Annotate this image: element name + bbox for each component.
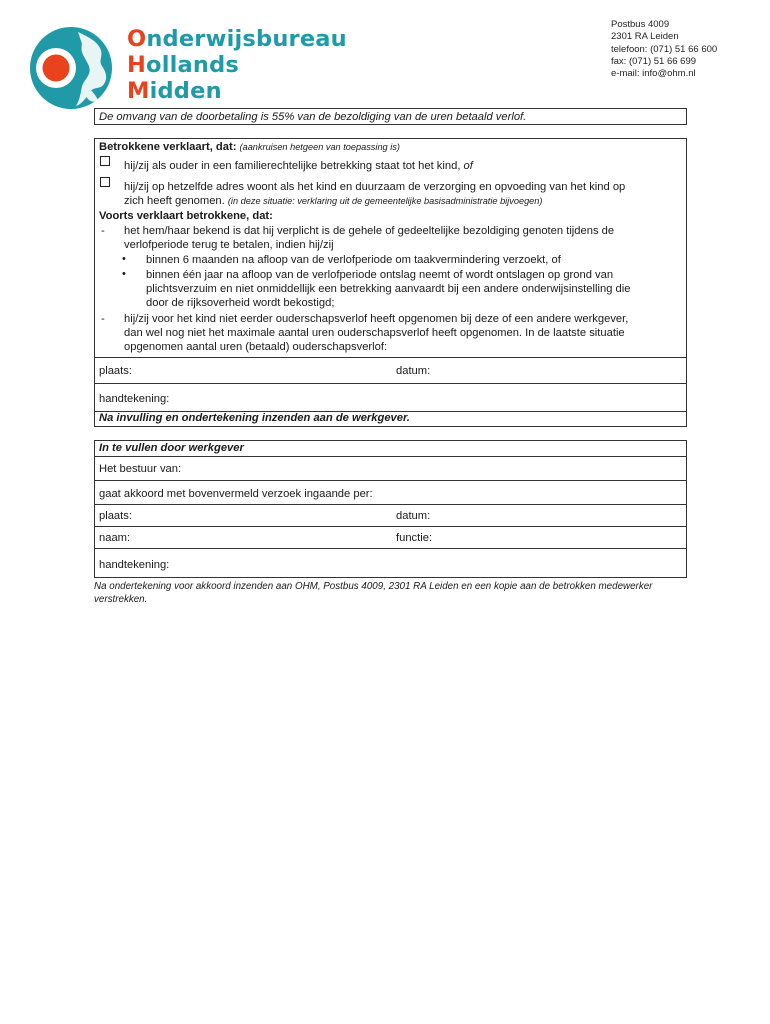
contact-fax: fax: (071) 51 66 699: [611, 55, 697, 67]
employer-date-label: datum:: [396, 510, 431, 522]
dash-marker-2: -: [101, 313, 105, 325]
bullet-icon: •: [122, 268, 126, 280]
option-parent-text: hij/zij als ouder in een familierechtelijke betrekking staat tot het kind, of: [124, 160, 473, 172]
employer-place-date-row[interactable]: [95, 505, 686, 527]
submit-note-row: [95, 412, 686, 426]
employer-signature-row[interactable]: [95, 549, 686, 577]
board-row[interactable]: [95, 457, 686, 481]
declaration-box: [94, 138, 687, 427]
agree-label: gaat akkoord met bovenvermeld verzoek ingaande per:: [99, 488, 373, 500]
declaration-heading: Betrokkene verklaart, dat: (aankruisen hetgeen van toepassing is): [99, 141, 400, 153]
signature-row[interactable]: [95, 384, 686, 412]
contact-phone: telefoon: (071) 51 66 600: [611, 43, 718, 55]
name-label: naam:: [99, 532, 131, 544]
contact-postbus: Postbus 4009: [611, 19, 670, 30]
employer-section-box: [94, 440, 687, 578]
globe-logo-icon: [26, 26, 116, 110]
employer-heading-row: [95, 441, 686, 457]
option-caregiver-checkbox[interactable]: [100, 177, 110, 187]
place-date-row[interactable]: [95, 358, 686, 384]
org-name-line-3: Midden: [127, 78, 222, 104]
option-caregiver-line-1: hij/zij op hetzelfde adres woont als het kind en duurzaam de verzorging en opvoeding van het kind op: [124, 181, 626, 193]
declaration-section: [95, 139, 686, 358]
condition-bullet-2-line-1: binnen één jaar na afloop van de verlofperiode ontslag neemt of wordt ontslagen op grond van: [146, 269, 614, 281]
dash-marker-1: -: [101, 225, 105, 237]
previous-leave-line-1: hij/zij voor het kind niet eerder ouderschapsverlof heeft opgenomen bij deze of een andere werkgever,: [124, 313, 629, 325]
organisation-name: [127, 26, 347, 104]
condition-bullet-2-line-3: door de rijksoverheid wordt bekostigd;: [146, 297, 335, 309]
date-label: datum:: [396, 365, 431, 377]
repayment-text-line-2: verlofperiode terug te betalen, indien hij/zij: [124, 239, 334, 251]
org-name-line-1: Onderwijsbureau: [127, 26, 347, 52]
previous-leave-line-2: dan wel nog niet het maximale aantal uren ouderschapsverlof heeft opgenomen. In de laatste situatie: [124, 327, 625, 339]
function-label: functie:: [396, 532, 433, 544]
option-parent-checkbox[interactable]: [100, 156, 110, 166]
previous-leave-line-3: opgenomen aantal uren (betaald) ouderschapsverlof:: [124, 341, 388, 353]
employer-signature-label: handtekening:: [99, 559, 170, 571]
repayment-text-line-1: het hem/haar bekend is dat hij verplicht is de gehele of gedeeltelijke bezoldiging genoten tijdens de: [124, 225, 615, 237]
contact-postcode: 2301 RA Leiden: [611, 31, 679, 43]
contact-email: e-mail: info@ohm.nl: [611, 68, 696, 80]
submit-note: Na invulling en ondertekening inzenden aan de werkgever.: [99, 412, 410, 424]
condition-bullet-2-line-2: plichtsverzuim en niet onmiddellijk een betrekking aanvaardt bij een andere onderwijsinstelling die: [146, 283, 631, 295]
payment-info-box: [94, 108, 687, 125]
org-name-line-2: Hollands: [127, 52, 240, 78]
board-label: Het bestuur van:: [99, 463, 182, 475]
name-function-row[interactable]: [95, 527, 686, 549]
further-declaration-heading: Voorts verklaart betrokkene, dat:: [99, 210, 273, 222]
agree-row[interactable]: [95, 481, 686, 505]
employer-place-label: plaats:: [99, 510, 132, 522]
place-label: plaats:: [99, 365, 132, 377]
option-caregiver-line-2: zich heeft genomen. (in deze situatie: verklaring uit de gemeentelijke basisadministratie bijvoegen): [124, 195, 543, 207]
bullet-icon: •: [122, 253, 126, 265]
payment-info-text: De omvang van de doorbetaling is 55% van de bezoldiging van de uren betaald verlof.: [99, 111, 527, 123]
employer-heading: In te vullen door werkgever: [99, 442, 244, 454]
footnote: Na ondertekening voor akkoord inzenden aan OHM, Postbus 4009, 2301 RA Leiden en een kopie aan de betrokken medewerker verstrekken.: [94, 581, 653, 605]
condition-bullet-1: binnen 6 maanden na afloop van de verlofperiode om taakvermindering verzoekt, of: [146, 254, 561, 266]
signature-label: handtekening:: [99, 393, 170, 405]
contact-details: [611, 19, 717, 80]
